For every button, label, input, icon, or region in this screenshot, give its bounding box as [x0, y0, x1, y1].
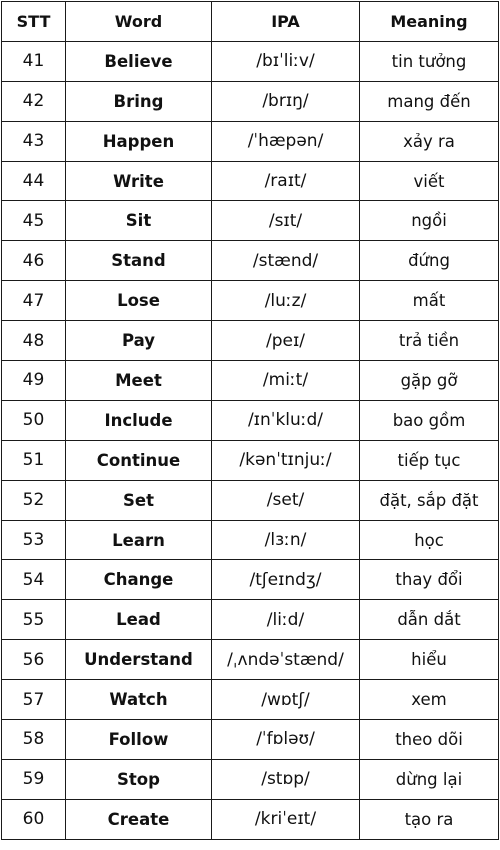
ipa-cell: /miːt/	[212, 361, 360, 401]
stt-cell: 45	[2, 201, 66, 241]
table-row	[2, 680, 499, 720]
ipa-cell: /peɪ/	[212, 321, 360, 361]
ipa-cell: /liːd/	[212, 600, 360, 640]
ipa-cell: /brɪŋ/	[212, 81, 360, 121]
stt-cell: 59	[2, 759, 66, 799]
table-body	[2, 41, 499, 839]
header-stt: STT	[2, 2, 66, 42]
meaning-cell: bao gồm	[360, 400, 499, 440]
meaning-cell: dẫn dắt	[360, 600, 499, 640]
table-row	[2, 81, 499, 121]
word-cell: Lead	[66, 600, 212, 640]
stt-cell: 56	[2, 640, 66, 680]
table-row	[2, 560, 499, 600]
meaning-cell: gặp gỡ	[360, 361, 499, 401]
meaning-cell: trả tiền	[360, 321, 499, 361]
word-cell: Bring	[66, 81, 212, 121]
ipa-cell: /ˈfɒləʊ/	[212, 720, 360, 760]
table-row	[2, 281, 499, 321]
table-row	[2, 440, 499, 480]
ipa-cell: /raɪt/	[212, 161, 360, 201]
meaning-cell: xảy ra	[360, 121, 499, 161]
ipa-cell: /kənˈtɪnjuː/	[212, 440, 360, 480]
word-cell: Follow	[66, 720, 212, 760]
meaning-cell: tạo ra	[360, 799, 499, 839]
table-row	[2, 121, 499, 161]
stt-cell: 53	[2, 520, 66, 560]
table-row	[2, 321, 499, 361]
header-ipa: IPA	[212, 2, 360, 42]
vocabulary-table	[1, 1, 499, 840]
ipa-cell: /lɜːn/	[212, 520, 360, 560]
table-row	[2, 759, 499, 799]
stt-cell: 41	[2, 41, 66, 81]
meaning-cell: xem	[360, 680, 499, 720]
stt-cell: 58	[2, 720, 66, 760]
stt-cell: 48	[2, 321, 66, 361]
word-cell: Understand	[66, 640, 212, 680]
word-cell: Stand	[66, 241, 212, 281]
table-row	[2, 241, 499, 281]
word-cell: Watch	[66, 680, 212, 720]
ipa-cell: /stɒp/	[212, 759, 360, 799]
table-row	[2, 41, 499, 81]
word-cell: Pay	[66, 321, 212, 361]
ipa-cell: /ɪnˈkluːd/	[212, 400, 360, 440]
stt-cell: 50	[2, 400, 66, 440]
table-row	[2, 361, 499, 401]
table-header-row	[2, 2, 499, 42]
table-row	[2, 201, 499, 241]
meaning-cell: đặt, sắp đặt	[360, 480, 499, 520]
table-row	[2, 520, 499, 560]
stt-cell: 42	[2, 81, 66, 121]
table-row	[2, 799, 499, 839]
table-row	[2, 720, 499, 760]
meaning-cell: thay đổi	[360, 560, 499, 600]
meaning-cell: học	[360, 520, 499, 560]
stt-cell: 43	[2, 121, 66, 161]
meaning-cell: tiếp tục	[360, 440, 499, 480]
stt-cell: 52	[2, 480, 66, 520]
word-cell: Create	[66, 799, 212, 839]
ipa-cell: /bɪˈliːv/	[212, 41, 360, 81]
word-cell: Sit	[66, 201, 212, 241]
word-cell: Stop	[66, 759, 212, 799]
meaning-cell: tin tưởng	[360, 41, 499, 81]
meaning-cell: đứng	[360, 241, 499, 281]
ipa-cell: /sɪt/	[212, 201, 360, 241]
table-row	[2, 640, 499, 680]
stt-cell: 60	[2, 799, 66, 839]
table-row	[2, 400, 499, 440]
table-row	[2, 161, 499, 201]
ipa-cell: /luːz/	[212, 281, 360, 321]
word-cell: Learn	[66, 520, 212, 560]
word-cell: Believe	[66, 41, 212, 81]
word-cell: Set	[66, 480, 212, 520]
stt-cell: 47	[2, 281, 66, 321]
table-row	[2, 600, 499, 640]
meaning-cell: dừng lại	[360, 759, 499, 799]
ipa-cell: /ˈhæpən/	[212, 121, 360, 161]
ipa-cell: /kriˈeɪt/	[212, 799, 360, 839]
stt-cell: 44	[2, 161, 66, 201]
meaning-cell: viết	[360, 161, 499, 201]
ipa-cell: /ˌʌndəˈstænd/	[212, 640, 360, 680]
word-cell: Continue	[66, 440, 212, 480]
table-row	[2, 480, 499, 520]
meaning-cell: mang đến	[360, 81, 499, 121]
stt-cell: 49	[2, 361, 66, 401]
word-cell: Happen	[66, 121, 212, 161]
header-word: Word	[66, 2, 212, 42]
word-cell: Write	[66, 161, 212, 201]
meaning-cell: ngồi	[360, 201, 499, 241]
word-cell: Lose	[66, 281, 212, 321]
stt-cell: 46	[2, 241, 66, 281]
word-cell: Include	[66, 400, 212, 440]
meaning-cell: mất	[360, 281, 499, 321]
meaning-cell: hiểu	[360, 640, 499, 680]
ipa-cell: /set/	[212, 480, 360, 520]
word-cell: Meet	[66, 361, 212, 401]
ipa-cell: /wɒtʃ/	[212, 680, 360, 720]
stt-cell: 54	[2, 560, 66, 600]
ipa-cell: /tʃeɪndʒ/	[212, 560, 360, 600]
stt-cell: 57	[2, 680, 66, 720]
stt-cell: 55	[2, 600, 66, 640]
ipa-cell: /stænd/	[212, 241, 360, 281]
header-meaning: Meaning	[360, 2, 499, 42]
meaning-cell: theo dõi	[360, 720, 499, 760]
word-cell: Change	[66, 560, 212, 600]
stt-cell: 51	[2, 440, 66, 480]
